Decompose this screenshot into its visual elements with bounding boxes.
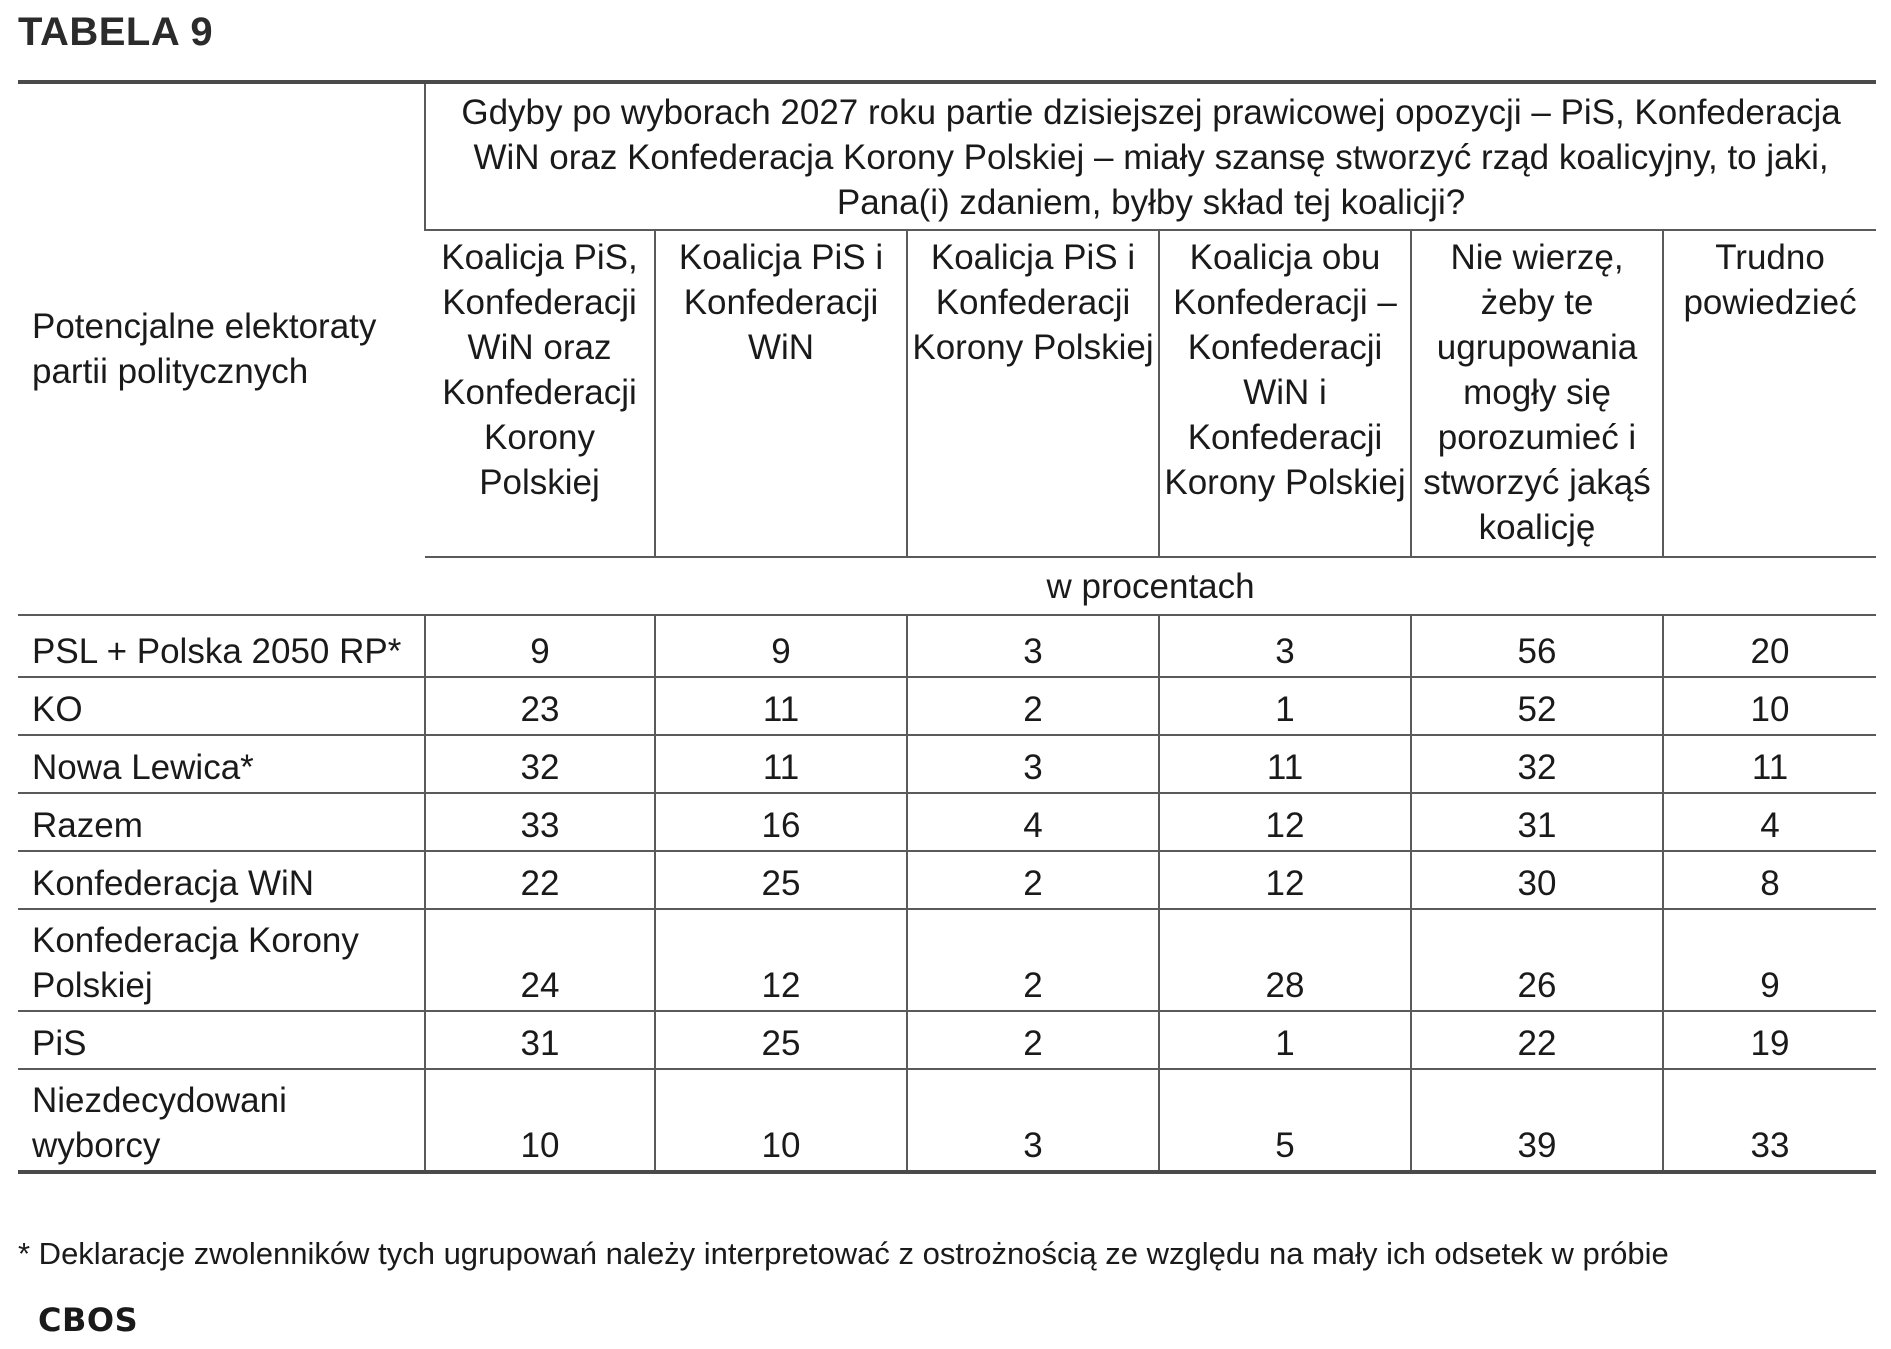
table-cell: 1 — [1159, 677, 1411, 735]
table-cell: 56 — [1411, 615, 1663, 677]
column-header: Nie wierzę, żeby te ugrupowania mogły się porozumieć i stworzyć jakąś koalicję — [1411, 230, 1663, 557]
table-cell: 25 — [655, 851, 907, 909]
table-cell: 24 — [425, 909, 655, 1011]
table-cell: 11 — [1663, 735, 1876, 793]
table-cell: 39 — [1411, 1069, 1663, 1172]
table-cell: 11 — [655, 677, 907, 735]
table-cell: 1 — [1159, 1011, 1411, 1069]
table-cell: 11 — [655, 735, 907, 793]
footnote: * Deklaracje zwolenników tych ugrupowań należy interpretować z ostrożnością ze względu na mały ich odsetek w próbie — [18, 1236, 1669, 1271]
table-cell: 8 — [1663, 851, 1876, 909]
row-label: Niezdecydowani wyborcy — [18, 1069, 425, 1172]
table-cell: 26 — [1411, 909, 1663, 1011]
table-cell: 12 — [1159, 851, 1411, 909]
table-title: TABELA 9 — [18, 10, 214, 54]
table-cell: 2 — [907, 851, 1159, 909]
table-cell: 16 — [655, 793, 907, 851]
table-cell: 19 — [1663, 1011, 1876, 1069]
table-cell: 20 — [1663, 615, 1876, 677]
row-label: Nowa Lewica* — [18, 735, 425, 793]
table-row — [18, 1011, 1876, 1069]
table-cell: 2 — [907, 909, 1159, 1011]
row-header-label: Potencjalne elektoraty partii politycznych — [18, 82, 425, 615]
table-cell: 5 — [1159, 1069, 1411, 1172]
table-cell: 3 — [907, 1069, 1159, 1172]
table-row — [18, 909, 1876, 1011]
table-row — [18, 615, 1876, 677]
column-header: Koalicja PiS i Konfederacji Korony Polskiej — [907, 230, 1159, 557]
table-cell: 32 — [425, 735, 655, 793]
row-label: PiS — [18, 1011, 425, 1069]
table-cell: 33 — [1663, 1069, 1876, 1172]
header-row-question — [18, 82, 1876, 230]
table-row — [18, 735, 1876, 793]
table-cell: 11 — [1159, 735, 1411, 793]
table-cell: 2 — [907, 677, 1159, 735]
table-cell: 4 — [1663, 793, 1876, 851]
table-cell: 10 — [655, 1069, 907, 1172]
column-header: Koalicja PiS, Konfederacji WiN oraz Konfederacji Korony Polskiej — [425, 230, 655, 557]
row-label: PSL + Polska 2050 RP* — [18, 615, 425, 677]
table-cell: 32 — [1411, 735, 1663, 793]
table-cell: 10 — [425, 1069, 655, 1172]
table-cell: 52 — [1411, 677, 1663, 735]
table-cell: 22 — [425, 851, 655, 909]
table-cell: 9 — [655, 615, 907, 677]
table-cell: 9 — [1663, 909, 1876, 1011]
unit-label: w procentach — [425, 557, 1876, 615]
table-row — [18, 851, 1876, 909]
table-cell: 10 — [1663, 677, 1876, 735]
table-cell: 9 — [425, 615, 655, 677]
table-row — [18, 1069, 1876, 1172]
row-label: KO — [18, 677, 425, 735]
table-cell: 12 — [1159, 793, 1411, 851]
table-row — [18, 793, 1876, 851]
cbos-logo: CBOS — [38, 1301, 139, 1339]
table-row — [18, 677, 1876, 735]
table-cell: 31 — [1411, 793, 1663, 851]
table-cell: 30 — [1411, 851, 1663, 909]
table-cell: 22 — [1411, 1011, 1663, 1069]
column-header: Trudno powiedzieć — [1663, 230, 1876, 557]
survey-question: Gdyby po wyborach 2027 roku partie dzisiejszej prawicowej opozycji – PiS, Konfederacja WiN oraz Konfederacja Korony Polskiej – miały szansę stworzyć rząd koalicyjny, to jaki, Pana(i) zdaniem, byłby skład tej koalicji? — [425, 82, 1876, 230]
table-cell: 33 — [425, 793, 655, 851]
table-cell: 31 — [425, 1011, 655, 1069]
table-cell: 3 — [907, 615, 1159, 677]
table-cell: 12 — [655, 909, 907, 1011]
results-table — [18, 80, 1876, 1174]
table-cell: 28 — [1159, 909, 1411, 1011]
column-header: Koalicja obu Konfederacji – Konfederacji WiN i Konfederacji Korony Polskiej — [1159, 230, 1411, 557]
table-cell: 2 — [907, 1011, 1159, 1069]
table-cell: 23 — [425, 677, 655, 735]
table-cell: 4 — [907, 793, 1159, 851]
table-cell: 3 — [907, 735, 1159, 793]
row-label: Razem — [18, 793, 425, 851]
table-cell: 25 — [655, 1011, 907, 1069]
column-header: Koalicja PiS i Konfederacji WiN — [655, 230, 907, 557]
row-label: Konfederacja WiN — [18, 851, 425, 909]
table-cell: 3 — [1159, 615, 1411, 677]
row-label: Konfederacja Korony Polskiej — [18, 909, 425, 1011]
